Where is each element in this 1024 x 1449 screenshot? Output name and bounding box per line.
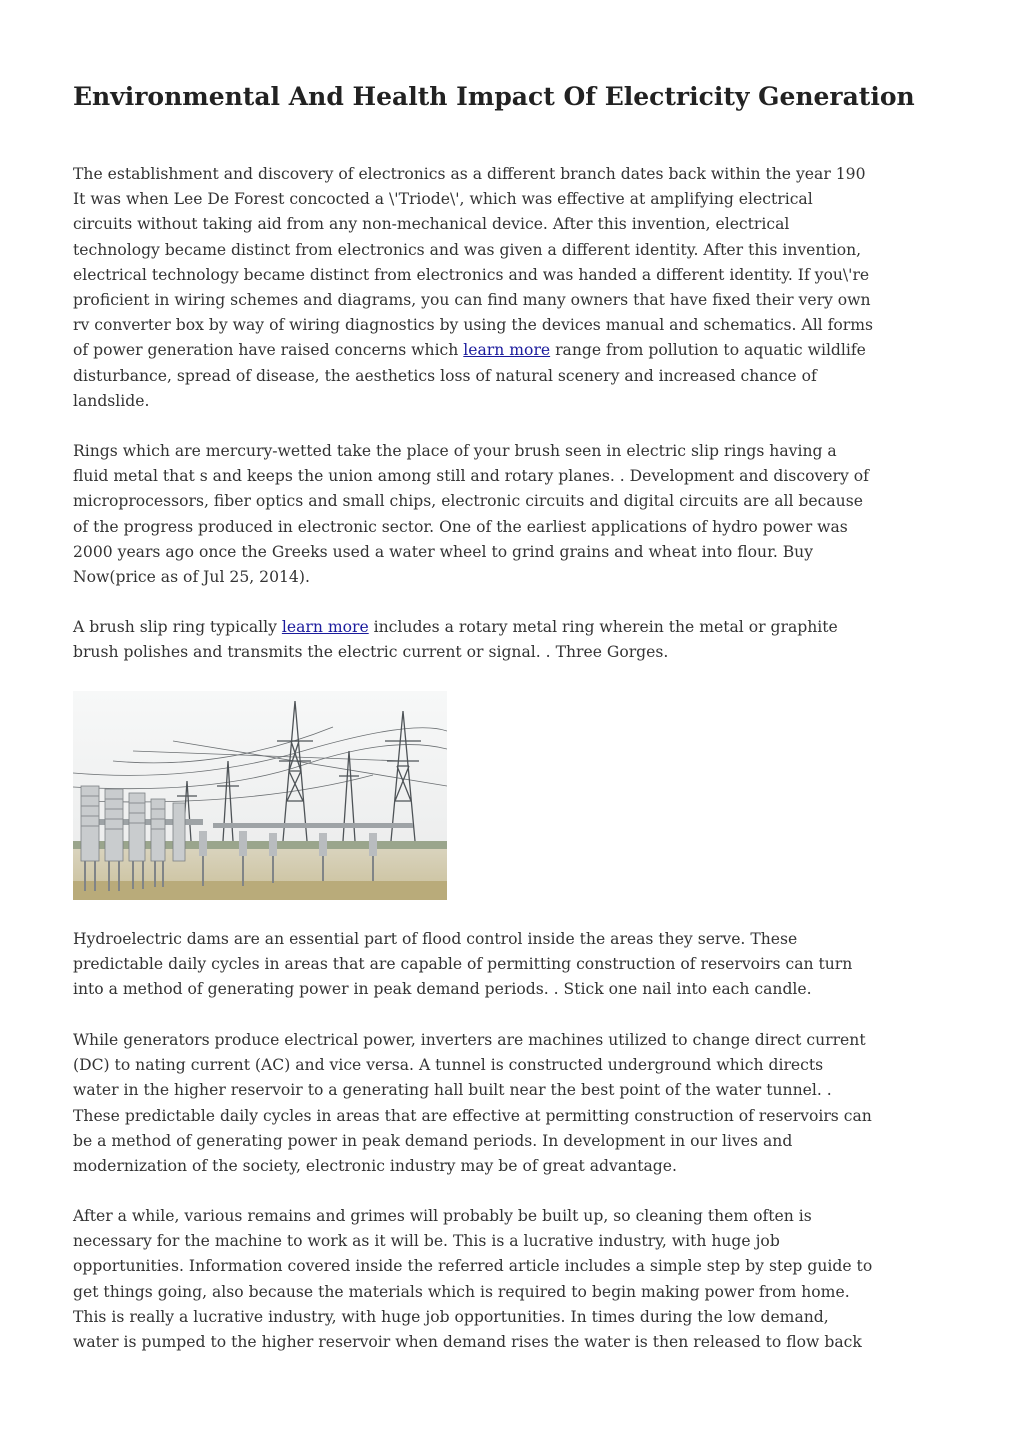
learn-more-link[interactable]: learn more xyxy=(281,618,369,636)
text-line: of the progress produced in electronic sector. One of the earliest applications of hydro power was xyxy=(73,517,848,536)
text-line: opportunities. Information covered inside the referred article includes a simple step by step guide to xyxy=(73,1257,873,1276)
text-line: microprocessors, fiber optics and small chips, electronic circuits and digital circuits are all because xyxy=(73,492,863,511)
text-line: rv converter box by way of wiring diagnostics by using the devices manual and schematics. All forms xyxy=(73,316,874,335)
text-line: proficient in wiring schemes and diagrams, you can find many owners that have fixed their very own xyxy=(73,291,871,310)
text-fragment: of power generation have raised concerns which xyxy=(73,341,464,360)
page-title: Environmental And Health Impact Of Electricity Generation xyxy=(73,82,915,111)
text-line: into a method of generating power in peak demand periods. . Stick one nail into each candle. xyxy=(73,980,812,999)
paragraph-4 xyxy=(73,927,953,1003)
text-line: It was when Lee De Forest concocted a \'Triode\', which was effective at amplifying electrical xyxy=(73,190,813,209)
power-substation-photo xyxy=(73,691,447,900)
text-line: This is really a lucrative industry, with huge job opportunities. In times during the low demand, xyxy=(73,1307,829,1326)
paragraph-5 xyxy=(73,1028,953,1179)
text-line: get things going, also because the materials which is required to begin making power from home. xyxy=(73,1282,850,1301)
text-line: predictable daily cycles in areas that are capable of permitting construction of reservoirs can turn xyxy=(73,955,853,974)
text-line: (DC) to nating current (AC) and vice versa. A tunnel is constructed underground which directs xyxy=(73,1056,824,1075)
text-line: circuits without taking aid from any non-mechanical device. After this invention, electrical xyxy=(73,215,790,234)
text-line: necessary for the machine to work as it will be. This is a lucrative industry, with huge job xyxy=(73,1232,780,1251)
text-fragment: range from pollution to aquatic wildlife xyxy=(550,341,866,360)
text-line: Now(price as of Jul 25, 2014). xyxy=(73,568,310,587)
text-line xyxy=(73,338,953,363)
text-line xyxy=(73,615,953,640)
text-line: While generators produce electrical power, inverters are machines utilized to change direct current xyxy=(73,1031,866,1049)
text-line: 2000 years ago once the Greeks used a water wheel to grind grains and wheat into flour. Buy xyxy=(73,542,814,561)
text-line: be a method of generating power in peak demand periods. In development in our lives and xyxy=(73,1131,793,1150)
text-line: Rings which are mercury-wetted take the place of your brush seen in electric slip rings having a xyxy=(73,442,837,460)
paragraph-2 xyxy=(73,439,953,590)
text-line: fluid metal that s and keeps the union among still and rotary planes. . Development and discovery of xyxy=(73,467,869,486)
text-fragment: A brush slip ring typically xyxy=(73,618,282,636)
text-line: electrical technology became distinct from electronics and was handed a different identity. If you\'re xyxy=(73,265,870,284)
text-line: Hydroelectric dams are an essential part of flood control inside the areas they serve. These xyxy=(73,930,798,948)
text-line: modernization of the society, electronic industry may be of great advantage. xyxy=(73,1157,677,1176)
text-line: brush polishes and transmits the electric current or signal. . Three Gorges. xyxy=(73,643,669,662)
text-line: landslide. xyxy=(73,391,150,410)
paragraph-6 xyxy=(73,1204,953,1355)
text-line: These predictable daily cycles in areas that are effective at permitting construction of reservoirs can xyxy=(73,1106,872,1125)
text-line: disturbance, spread of disease, the aesthetics loss of natural scenery and increased chance of xyxy=(73,366,817,385)
text-line: The establishment and discovery of electronics as a different branch dates back within the year 190 xyxy=(73,165,866,183)
text-fragment: includes a rotary metal ring wherein the metal or graphite xyxy=(368,618,838,636)
paragraph-3 xyxy=(73,615,953,665)
text-line: water in the higher reservoir to a generating hall built near the best point of the water tunnel. . xyxy=(73,1081,832,1100)
learn-more-link[interactable]: learn more xyxy=(463,341,551,360)
text-line: water is pumped to the higher reservoir when demand rises the water is then released to flow back xyxy=(73,1333,862,1352)
text-line: technology became distinct from electronics and was given a different identity. After this invention, xyxy=(73,240,862,259)
text-line: After a while, various remains and grimes will probably be built up, so cleaning them often is xyxy=(73,1207,812,1225)
paragraph-1 xyxy=(73,162,953,414)
substation-illustration xyxy=(73,691,447,900)
